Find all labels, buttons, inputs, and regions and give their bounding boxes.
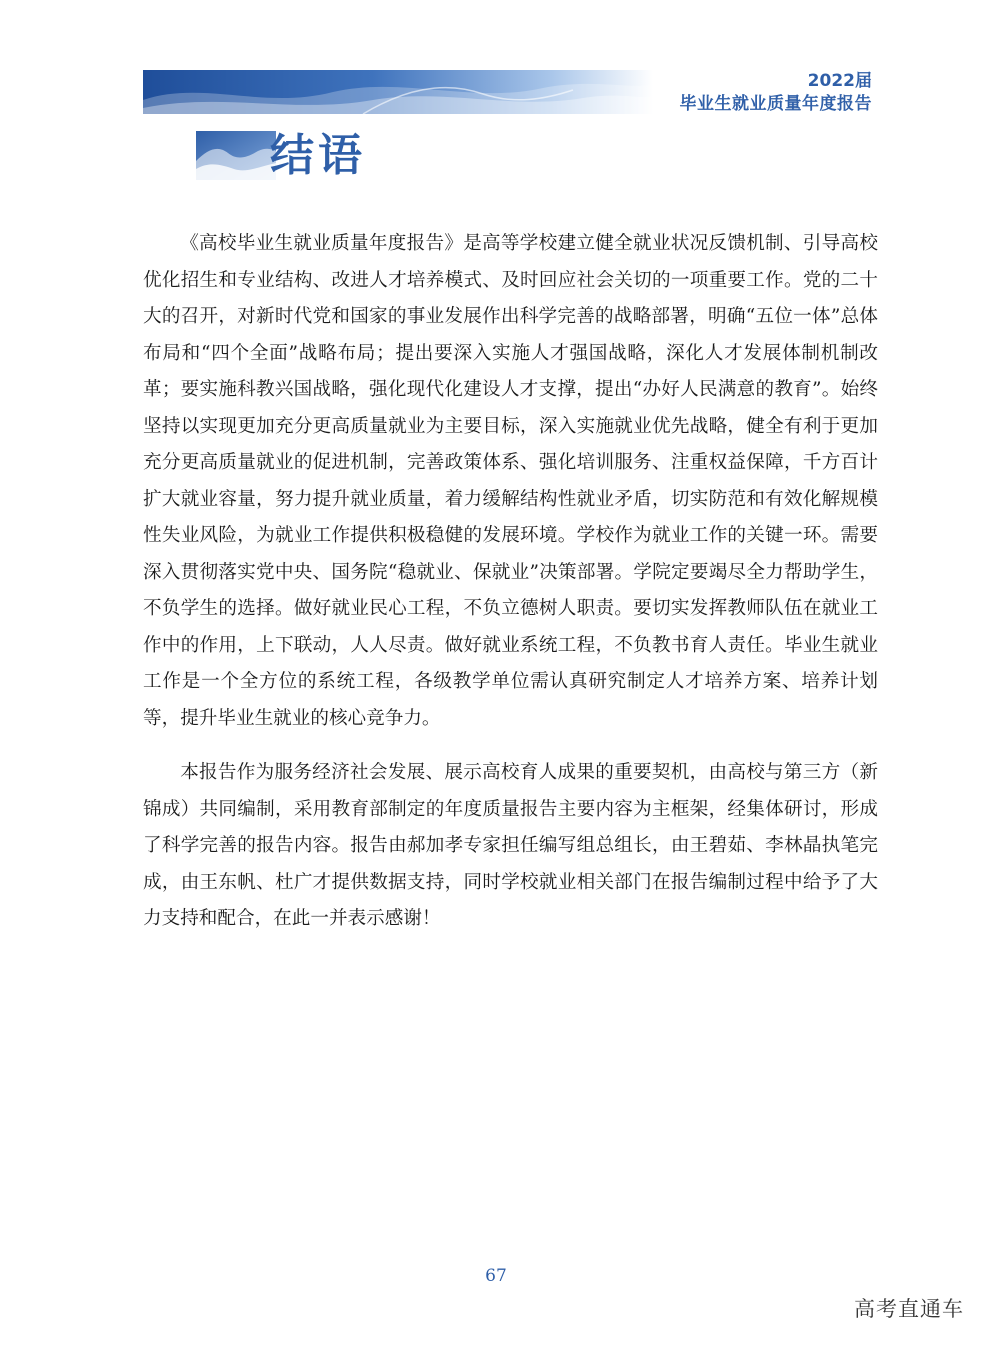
header-report-title: 毕业生就业质量年度报告 — [679, 94, 872, 114]
body-text — [143, 226, 878, 938]
header-year: 2022届 — [807, 71, 872, 91]
header-text-block — [680, 70, 873, 116]
paragraph-2: 本报告作为服务经济社会发展、展示高校育人成果的重要契机，由高校与第三方（新锦成）共同编制，采用教育部制定的年度质量报告主要内容为主框架，经集体研讨，形成了科学完善的报告内容。报告由郝加孝专家担任编写组总组长，由王碧茹、李林晶执笔完成，由王东帆、杜广才提供数据支持，同时学校就业相关部门在报告编制过程中给予了大力支持和配合，在此一并表示感谢！ — [143, 762, 878, 929]
watermark: 高考直通车 — [854, 1297, 964, 1321]
wave-banner-graphic — [143, 70, 653, 114]
page-number: 67 — [485, 1266, 507, 1286]
mountain-wave-icon — [196, 131, 276, 180]
header-decorative-band — [143, 70, 653, 114]
paragraph-1: 《高校毕业生就业质量年度报告》是高等学校建立健全就业状况反馈机制、引导高校优化招生和专业结构、改进人才培养模式、及时回应社会关切的一项重要工作。党的二十大的召开，对新时代党和国家的事业发展作出科学完善的战略部署，明确“五位一体”总体布局和“四个全面”战略布局；提出要深入实施人才强国战略，深化人才发展体制机制改革；要实施科教兴国战略，强化现代化建设人才支撑，提出“办好人民满意的教育”。始终坚持以实现更加充分更高质量就业为主要目标，深入实施就业优先战略，健全有利于更加充分更高质量就业的促进机制，完善政策体系、强化培训服务、注重权益保障，千方百计扩大就业容量，努力提升就业质量，着力缓解结构性就业矛盾，切实防范和有效化解规模性失业风险，为就业工作提供积极稳健的发展环境。学校作为就业工作的关键一环。需要深入贯彻落实党中央、国务院“稳就业、保就业”决策部署。学院定要竭尽全力帮助学生，不负学生的选择。做好就业民心工程，不负立德树人职责。要切实发挥教师队伍在就业工作中的作用，上下联动，人人尽责。做好就业系统工程，不负教书育人责任。毕业生就业工作是一个全方位的系统工程，各级教学单位需认真研究制定人才培养方案、培养计划等，提升毕业生就业的核心竞争力。 — [143, 233, 878, 729]
section-title: 结语 — [270, 130, 366, 181]
section-title-decoration — [196, 131, 276, 180]
